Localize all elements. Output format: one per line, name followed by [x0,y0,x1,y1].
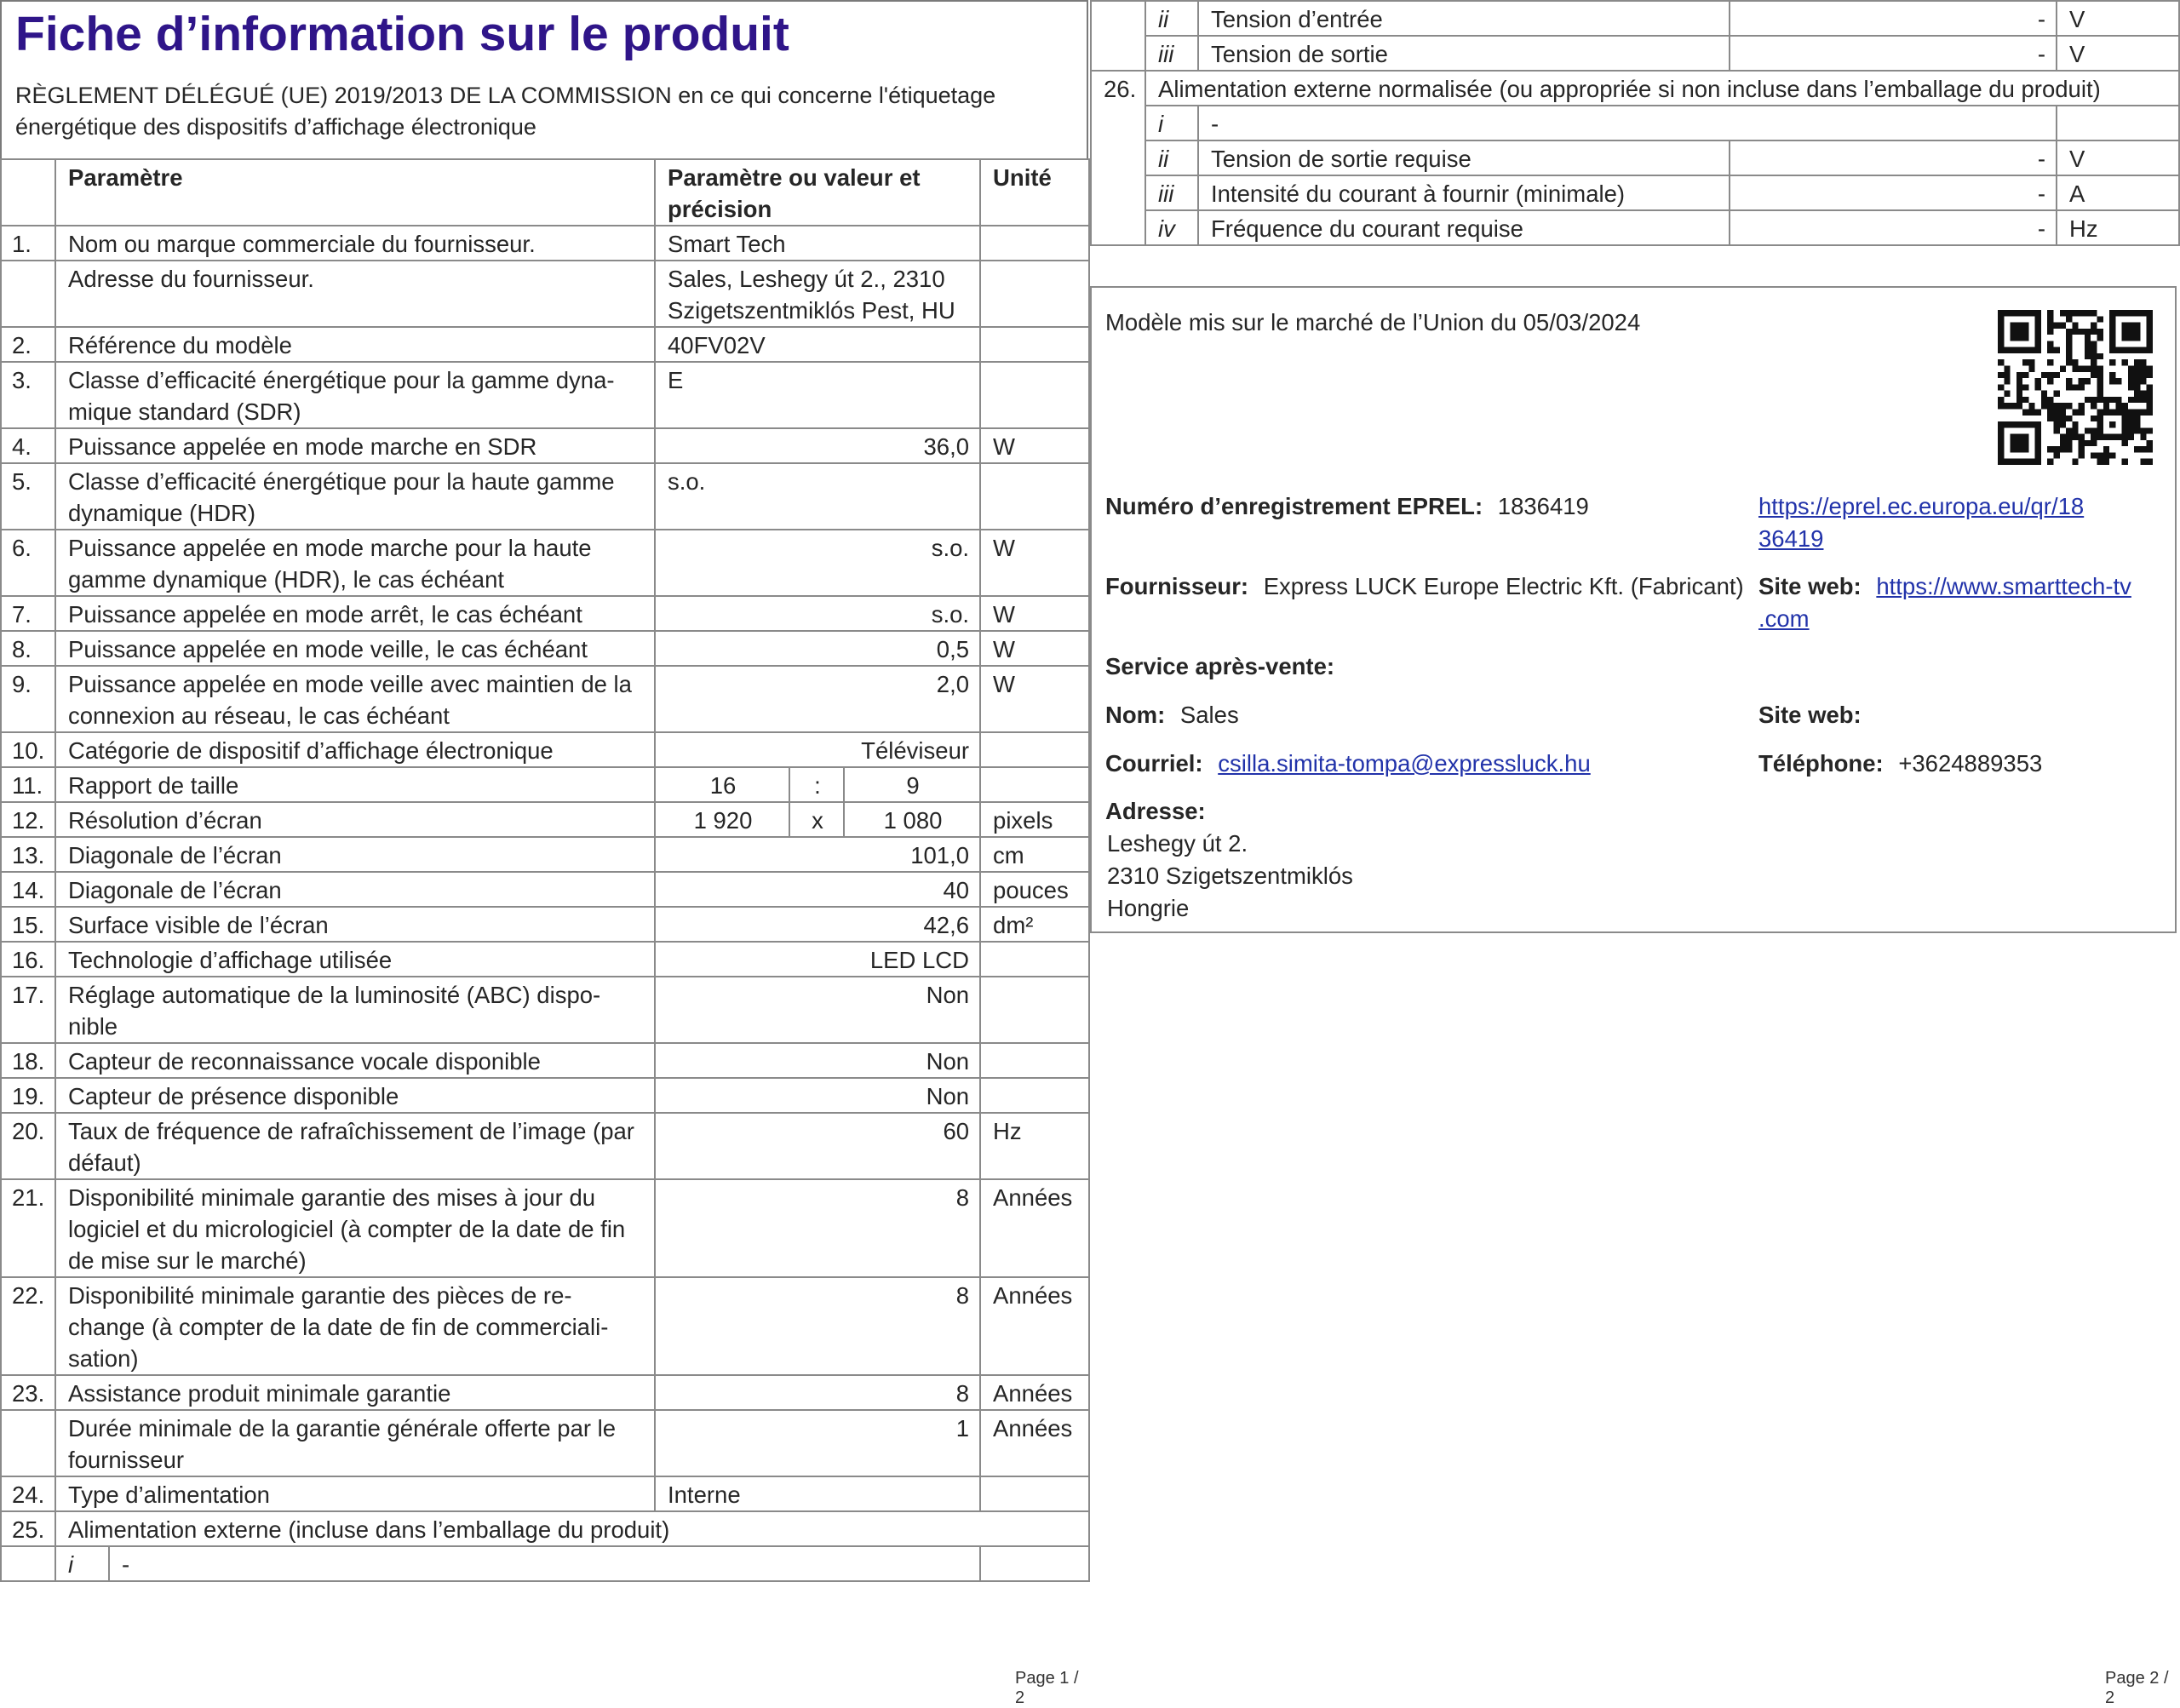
row-value: E [655,362,980,428]
address-label: Adresse: [1105,798,1206,824]
row-unit: Années [980,1410,1089,1476]
row-value: - [1730,175,2057,210]
sub-index: i [1145,106,1198,140]
row-param: Disponibilité minimale garantie des mises à jour du logiciel et du micrologiciel (à compter de la date de fin de mise sur le marché) [55,1179,655,1277]
table-row [1,802,1089,837]
table-row [1,837,1089,872]
row-param: Puissance appelée en mode marche en SDR [55,428,655,463]
page-subtitle: RÈGLEMENT DÉLÉGUÉ (UE) 2019/2013 DE LA COMMISSION en ce qui concerne l'étiquetage énergétique des dispositifs d’affichage électronique [15,83,996,140]
table-row [1,631,1089,666]
service-label: Service après-vente: [1105,653,1335,679]
row-param: Adresse du fournisseur. [55,261,655,327]
phone-label: Téléphone: [1758,750,1884,777]
row-num: 4. [1,428,55,463]
row-param: Classe d’efficacité énergétique pour la gamme dyna-mique standard (SDR) [55,362,655,428]
table-row [1,1078,1089,1113]
table-row [1,977,1089,1043]
row-value: s.o. [655,463,980,530]
page-border-left [0,0,2,160]
table-row [1,1043,1089,1078]
row-num: 24. [1,1476,55,1511]
row-unit: W [980,596,1089,631]
row-num: 25. [1,1511,55,1546]
row-param: Diagonale de l’écran [55,837,655,872]
name-value: Sales [1179,702,1239,728]
table-row [1,1410,1089,1476]
supplier-info-box [1090,286,2177,933]
row-unit [980,327,1089,362]
row-param: Taux de fréquence de rafraîchissement de l’image (par défaut) [55,1113,655,1179]
table-row [1,1546,1089,1581]
table-row [1,226,1089,261]
row-num: 12. [1,802,55,837]
eprel-number: 1836419 [1497,493,1589,519]
sub-param: Tension de sortie [1198,36,1730,71]
sub-index: ii [1145,140,1198,175]
sub-param: - [1198,106,2057,140]
table-row [1,463,1089,530]
row-param: Type d’alimentation [55,1476,655,1511]
table-row [1,732,1089,767]
sub-param: Tension d’entrée [1198,1,1730,36]
row-num [1091,1,1145,36]
row-separator: : [789,767,844,802]
page-number: Page 2 / 2 [2105,1669,2169,1707]
row-num: 19. [1,1078,55,1113]
row-unit: Hz [980,1113,1089,1179]
row-unit [980,1476,1089,1511]
website-label: Site web: [1758,573,1862,599]
row-num: 20. [1,1113,55,1179]
table-row [1091,210,2179,245]
row-num: 2. [1,327,55,362]
row-value: 60 [655,1113,980,1179]
row-value: 0,5 [655,631,980,666]
qr-code-icon[interactable] [1998,310,2153,465]
table-row [1,1113,1089,1179]
row-unit: V [2057,1,2179,36]
row-unit [2057,106,2179,140]
row-unit: pouces [980,872,1089,907]
row-num: 6. [1,530,55,596]
row-value: 42,6 [655,907,980,942]
row-num: 5. [1,463,55,530]
row-unit: Années [980,1179,1089,1277]
table-row [1091,1,2179,36]
supplier-label: Fournisseur: [1105,573,1249,599]
table-row [1,1375,1089,1410]
sub-index: i [56,1547,109,1580]
row-param: Technologie d’affichage utilisée [55,942,655,977]
row-value: 8 [655,1277,980,1375]
row-value: 40FV02V [655,327,980,362]
row-value: s.o. [655,530,980,596]
row-unit [980,1043,1089,1078]
row-unit: A [2057,175,2179,210]
row-unit [980,732,1089,767]
row-value: - [1730,140,2057,175]
row-param: Alimentation externe (incluse dans l’emballage du produit) [55,1511,1089,1546]
row-unit: W [980,428,1089,463]
row-param: Capteur de présence disponible [55,1078,655,1113]
row-unit: Hz [2057,210,2179,245]
row-value: - [1730,36,2057,71]
row-num [1091,36,1145,71]
row-num: 18. [1,1043,55,1078]
row-unit: dm² [980,907,1089,942]
row-num: 17. [1,977,55,1043]
row-value: 36,0 [655,428,980,463]
row-param: Référence du modèle [55,327,655,362]
row-param: Capteur de reconnaissance vocale disponible [55,1043,655,1078]
row-num: 14. [1,872,55,907]
row-num [1,1546,55,1581]
header-unit: Unité [980,159,1089,226]
row-param: Puissance appelée en mode marche pour la haute gamme dynamique (HDR), le cas échéant [55,530,655,596]
row-value: - [1730,1,2057,36]
table-row [1,1179,1089,1277]
row-num: 21. [1,1179,55,1277]
row-unit [980,463,1089,530]
sub-param: Intensité du courant à fournir (minimale) [1198,175,1730,210]
row-param: Puissance appelée en mode veille avec maintien de la connexion au réseau, le cas échéant [55,666,655,732]
table-row [1,261,1089,327]
table-row [1,942,1089,977]
email-label: Courriel: [1105,750,1203,777]
eprel-label: Numéro d’enregistrement EPREL: [1105,493,1483,519]
row-num: 1. [1,226,55,261]
address-line-3: Hongrie [1107,895,1190,921]
row-value-1: 1 920 [655,802,789,837]
row-num [1,1410,55,1476]
row-value: Sales, Leshegy út 2., 2310 Szigetszentmiklós Pest, HU [655,261,980,327]
row-value: 1 [655,1410,980,1476]
name-label: Nom: [1105,702,1166,728]
table-row [1,362,1089,428]
row-num: 22. [1,1277,55,1375]
address-line-1: Leshegy út 2. [1107,830,1248,857]
eprel-link[interactable]: https://eprel.ec.europa.eu/qr/18 36419 [1758,493,2085,552]
table-row [1091,71,2179,106]
row-num: 10. [1,732,55,767]
row-param: Alimentation externe normalisée (ou appropriée si non incluse dans l’emballage du produit) [1145,71,2179,106]
row-unit: pixels [980,802,1089,837]
row-value: 8 [655,1375,980,1410]
row-unit: W [980,530,1089,596]
row-num [1,261,55,327]
table-row [1,327,1089,362]
row-value: Téléviseur [655,732,980,767]
table-row [1,666,1089,732]
row-num: 7. [1,596,55,631]
row-unit [980,362,1089,428]
external-power-table [1090,0,2180,246]
row-param: Assistance produit minimale garantie [55,1375,655,1410]
row-num: 23. [1,1375,55,1410]
row-num: 16. [1,942,55,977]
sub-index: iii [1145,36,1198,71]
row-value: 101,0 [655,837,980,872]
row-unit: W [980,666,1089,732]
row-num: 3. [1,362,55,428]
email-link[interactable]: csilla.simita-tompa@expressluck.hu [1218,750,1591,777]
row-value: Interne [655,1476,980,1511]
row-param: Rapport de taille [55,767,655,802]
row-param: Puissance appelée en mode arrêt, le cas échéant [55,596,655,631]
row-separator: x [789,802,844,837]
header-value: Paramètre ou valeur et précision [655,159,980,226]
market-date: Modèle mis sur le marché de l’Union du 05/03/2024 [1105,309,1641,335]
row-value-2: 9 [844,767,980,802]
page-border-right [1087,0,1088,160]
sub-index: iii [1145,175,1198,210]
row-param: Classe d’efficacité énergétique pour la haute gamme dynamique (HDR) [55,463,655,530]
table-row [1,596,1089,631]
table-row [1,428,1089,463]
row-unit: V [2057,140,2179,175]
row-param: Durée minimale de la garantie générale offerte par le fournisseur [55,1410,655,1476]
row-value: s.o. [655,596,980,631]
page-title: Fiche d’information sur le produit [15,7,789,61]
row-value: LED LCD [655,942,980,977]
row-value: Non [655,1043,980,1078]
address-line-2: 2310 Szigetszentmiklós [1107,863,1353,889]
row-num: 13. [1,837,55,872]
sub-param: - [122,1551,130,1578]
page-number: Page 1 / 2 [1015,1669,1079,1707]
row-num: 15. [1,907,55,942]
row-value: Smart Tech [655,226,980,261]
sub-param: Fréquence du courant requise [1198,210,1730,245]
row-unit: W [980,631,1089,666]
row-value: - [1730,210,2057,245]
row-value-1: 16 [655,767,789,802]
row-unit [980,977,1089,1043]
row-value: Non [655,1078,980,1113]
row-unit: Années [980,1277,1089,1375]
row-unit: V [2057,36,2179,71]
row-unit [980,226,1089,261]
row-param: Disponibilité minimale garantie des pièces de re-change (à compter de la date de fin de commerciali-sation) [55,1277,655,1375]
row-num: 26. [1091,71,1145,245]
row-unit: Années [980,1375,1089,1410]
table-row [1091,36,2179,71]
row-unit [980,1546,1089,1581]
row-value: 8 [655,1179,980,1277]
page-border-top [0,0,1088,2]
table-row [1,530,1089,596]
row-unit [980,767,1089,802]
table-row [1091,106,2179,140]
row-unit [980,1078,1089,1113]
phone-value: +3624889353 [1898,750,2043,777]
table-header-row [1,159,1089,226]
row-value-2: 1 080 [844,802,980,837]
sub-index: iv [1145,210,1198,245]
table-row [1,767,1089,802]
row-value: 40 [655,872,980,907]
row-num: 8. [1,631,55,666]
row-unit: cm [980,837,1089,872]
row-unit [980,942,1089,977]
website-link[interactable]: https://www.smarttech-tv .com [1758,573,2131,632]
table-row [1,907,1089,942]
sub-param: Tension de sortie requise [1198,140,1730,175]
row-num: 11. [1,767,55,802]
row-param: Résolution d’écran [55,802,655,837]
sub-row-cell [55,1546,980,1581]
supplier-value: Express LUCK Europe Electric Kft. (Fabricant) [1263,573,1744,599]
row-num: 9. [1,666,55,732]
table-row [1,872,1089,907]
table-row [1091,175,2179,210]
sub-index: ii [1145,1,1198,36]
row-param: Catégorie de dispositif d’affichage électronique [55,732,655,767]
row-value: 2,0 [655,666,980,732]
table-row [1,1511,1089,1546]
product-info-table [0,158,1090,1582]
row-param: Puissance appelée en mode veille, le cas échéant [55,631,655,666]
row-param: Nom ou marque commerciale du fournisseur. [55,226,655,261]
row-param: Diagonale de l’écran [55,872,655,907]
row-param: Surface visible de l’écran [55,907,655,942]
header-num-cell [1,159,55,226]
header-param: Paramètre [55,159,655,226]
row-value: Non [655,977,980,1043]
table-row [1,1277,1089,1375]
row-unit [980,261,1089,327]
table-row [1,1476,1089,1511]
table-row [1091,140,2179,175]
row-param: Réglage automatique de la luminosité (ABC) dispo-nible [55,977,655,1043]
service-website-label: Site web: [1758,702,1862,728]
